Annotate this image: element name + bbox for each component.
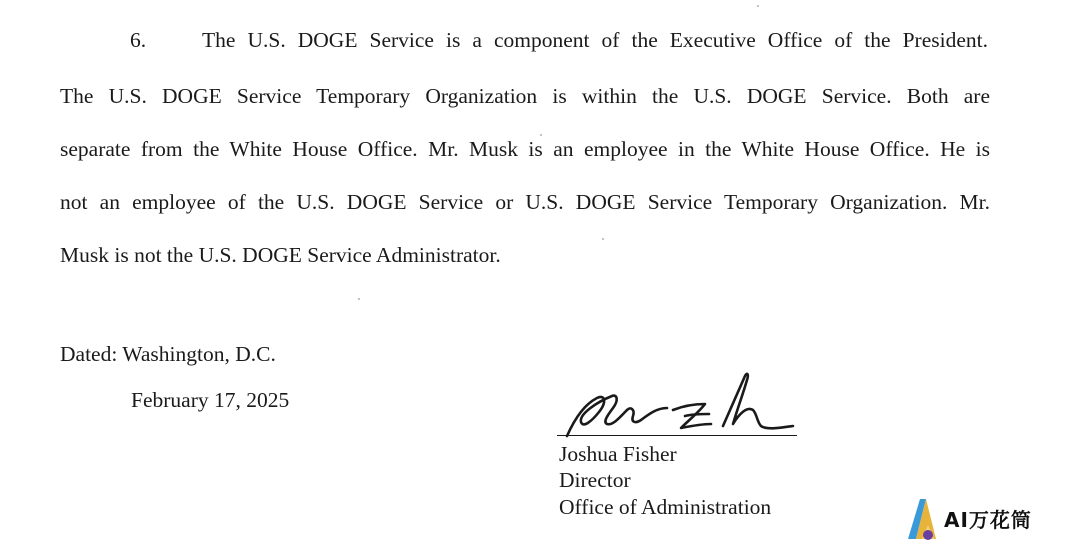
paragraph-number: 6. [130,28,147,52]
signer-office: Office of Administration [559,495,772,519]
dated-place: Dated: Washington, D.C. [60,342,276,366]
signature-line [557,435,797,436]
watermark-text: AI万花筒 [944,507,1032,532]
signer-name: Joshua Fisher [559,442,677,466]
signer-title: Director [559,468,631,492]
kaleidoscope-logo-icon [902,495,940,541]
handwritten-signature [557,366,807,440]
paragraph-line-5: Musk is not the U.S. DOGE Service Administrator. [60,243,501,267]
paragraph-line-1: The U.S. DOGE Service is a component of the Executive Office of the President. [202,28,988,52]
paragraph-line-3: separate from the White House Office. Mr. Musk is an employee in the White House Office. He is [60,137,990,161]
dated-date: February 17, 2025 [131,388,290,412]
scan-speck [602,238,604,240]
paragraph-line-2: The U.S. DOGE Service Temporary Organization is within the U.S. DOGE Service. Both are [60,84,990,108]
scan-speck [757,5,759,7]
watermark [902,494,1032,542]
scan-speck [358,298,360,300]
paragraph-line-4: not an employee of the U.S. DOGE Service or U.S. DOGE Service Temporary Organization. Mr. [60,190,990,214]
scan-speck [540,134,542,136]
